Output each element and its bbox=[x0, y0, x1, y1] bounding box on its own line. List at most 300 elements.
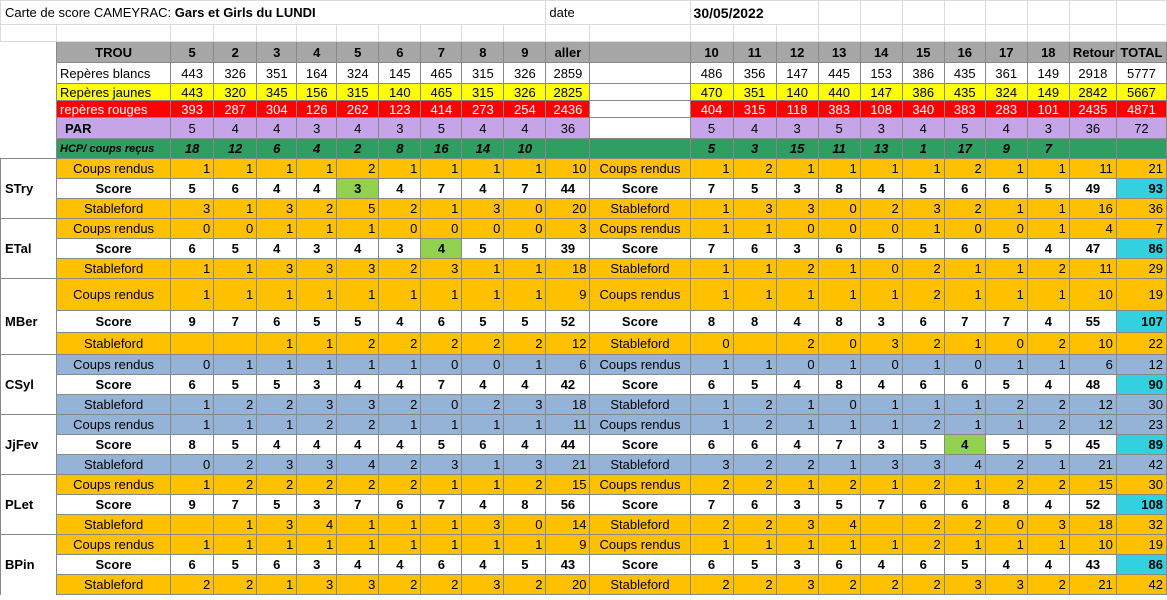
rendus-value: 0 bbox=[985, 219, 1027, 239]
tee-distance: 315 bbox=[337, 84, 379, 101]
score-in-total: 45 bbox=[1069, 435, 1116, 455]
score-value: 3 bbox=[297, 239, 337, 259]
rendus-value: 1 bbox=[462, 535, 504, 555]
par-out-total: 36 bbox=[546, 118, 590, 139]
player-name-blank bbox=[1, 395, 57, 415]
tee-distance: 287 bbox=[214, 101, 257, 118]
tee-distance: 445 bbox=[818, 63, 860, 84]
score-value: 7 bbox=[690, 239, 733, 259]
stableford-value: 3 bbox=[902, 199, 944, 219]
score-value: 8 bbox=[818, 311, 860, 333]
hcp-spacer bbox=[590, 139, 690, 159]
stableford-value: 1 bbox=[944, 333, 985, 355]
hole-number: 18 bbox=[1027, 42, 1069, 63]
score-value: 7 bbox=[690, 179, 733, 199]
stableford-value: 1 bbox=[462, 259, 504, 279]
stableford-out-total: 12 bbox=[546, 333, 590, 355]
row-label-score: Score bbox=[57, 435, 171, 455]
score-value: 6 bbox=[379, 495, 421, 515]
tee-distance: 254 bbox=[504, 101, 546, 118]
hole-number: 4 bbox=[297, 42, 337, 63]
score-value: 7 bbox=[421, 375, 462, 395]
stableford-value: 2 bbox=[690, 515, 733, 535]
stableford-value: 0 bbox=[818, 395, 860, 415]
stableford-value: 1 bbox=[690, 395, 733, 415]
stableford-value: 2 bbox=[379, 575, 421, 595]
stableford-value: 1 bbox=[257, 333, 297, 355]
player-score-row bbox=[1, 495, 1167, 515]
stableford-value: 4 bbox=[297, 515, 337, 535]
score-value: 4 bbox=[776, 435, 818, 455]
rendus-value: 1 bbox=[860, 415, 902, 435]
rendus-value: 1 bbox=[504, 159, 546, 179]
rendus-value: 2 bbox=[337, 475, 379, 495]
tee-distance: 101 bbox=[1027, 101, 1069, 118]
stableford-value: 2 bbox=[462, 333, 504, 355]
rendus-value: 1 bbox=[1027, 355, 1069, 375]
stableford-value: 1 bbox=[214, 515, 257, 535]
row-label-back-stableford: Stableford bbox=[590, 199, 690, 219]
hole-number: 2 bbox=[214, 42, 257, 63]
rendus-total: 21 bbox=[1116, 159, 1166, 179]
score-value: 5 bbox=[257, 495, 297, 515]
rendus-value: 2 bbox=[944, 159, 985, 179]
stableford-value: 5 bbox=[337, 199, 379, 219]
player-name-blank bbox=[1, 415, 57, 435]
player-name-blank bbox=[1, 475, 57, 495]
stableford-value: 2 bbox=[818, 575, 860, 595]
score-value: 6 bbox=[944, 239, 985, 259]
score-value: 5 bbox=[214, 375, 257, 395]
score-value: 5 bbox=[337, 311, 379, 333]
row-label-back-score: Score bbox=[590, 311, 690, 333]
rendus-value: 1 bbox=[504, 279, 546, 311]
rendus-value: 1 bbox=[421, 475, 462, 495]
player-name: PLet bbox=[1, 495, 57, 515]
row-label-rendus: Coups rendus bbox=[57, 415, 171, 435]
score-value: 8 bbox=[733, 311, 776, 333]
player-score-row bbox=[1, 239, 1167, 259]
rendus-out-total: 6 bbox=[546, 355, 590, 375]
tee-distance: 440 bbox=[818, 84, 860, 101]
hcp-value: 11 bbox=[818, 139, 860, 159]
rendus-value: 1 bbox=[297, 159, 337, 179]
stableford-value: 3 bbox=[421, 455, 462, 475]
rendus-in-total: 6 bbox=[1069, 355, 1116, 375]
player-score-row bbox=[1, 555, 1167, 575]
stableford-value: 3 bbox=[944, 575, 985, 595]
rendus-value: 0 bbox=[504, 219, 546, 239]
score-in-total: 55 bbox=[1069, 311, 1116, 333]
score-value: 6 bbox=[421, 555, 462, 575]
row-label-back-stableford: Stableford bbox=[590, 395, 690, 415]
row-label-back-rendus: Coups rendus bbox=[590, 355, 690, 375]
stableford-value: 1 bbox=[690, 199, 733, 219]
stableford-value bbox=[733, 333, 776, 355]
scorecard-title bbox=[1, 1, 546, 25]
stableford-value: 1 bbox=[733, 259, 776, 279]
tee-red-row bbox=[1, 101, 1167, 118]
tee-total: 4871 bbox=[1116, 101, 1166, 118]
score-out-total: 39 bbox=[546, 239, 590, 259]
rendus-value: 1 bbox=[462, 159, 504, 179]
rendus-value: 1 bbox=[776, 535, 818, 555]
score-value: 6 bbox=[171, 555, 214, 575]
tee-distance: 304 bbox=[257, 101, 297, 118]
stableford-out-total: 18 bbox=[546, 395, 590, 415]
score-value: 4 bbox=[337, 435, 379, 455]
score-value: 6 bbox=[902, 495, 944, 515]
row-label-rendus: Coups rendus bbox=[57, 475, 171, 495]
score-value: 4 bbox=[379, 375, 421, 395]
stableford-in-total: 12 bbox=[1069, 395, 1116, 415]
score-value: 5 bbox=[504, 239, 546, 259]
stableford-total: 32 bbox=[1116, 515, 1166, 535]
tee-distance: 356 bbox=[733, 63, 776, 84]
hole-number: 11 bbox=[733, 42, 776, 63]
player-score-row bbox=[1, 435, 1167, 455]
stableford-value: 1 bbox=[985, 199, 1027, 219]
stableford-value: 3 bbox=[337, 259, 379, 279]
row-label-stableford: Stableford bbox=[57, 333, 171, 355]
score-value: 4 bbox=[1027, 555, 1069, 575]
row-label-back-rendus: Coups rendus bbox=[590, 279, 690, 311]
rendus-value: 1 bbox=[297, 355, 337, 375]
tee-distance: 153 bbox=[860, 63, 902, 84]
stableford-value: 2 bbox=[1027, 259, 1069, 279]
stableford-value: 3 bbox=[337, 395, 379, 415]
score-value: 9 bbox=[171, 495, 214, 515]
score-value: 5 bbox=[733, 555, 776, 575]
rendus-value: 1 bbox=[462, 475, 504, 495]
stableford-value: 1 bbox=[421, 199, 462, 219]
score-value: 8 bbox=[818, 375, 860, 395]
hcp-value: 18 bbox=[171, 139, 214, 159]
score-value: 4 bbox=[257, 239, 297, 259]
stableford-value: 2 bbox=[902, 259, 944, 279]
rendus-value: 2 bbox=[504, 475, 546, 495]
par-value: 3 bbox=[379, 118, 421, 139]
stableford-value: 2 bbox=[379, 395, 421, 415]
score-value: 6 bbox=[421, 311, 462, 333]
rendus-value: 1 bbox=[818, 535, 860, 555]
tee-distance: 443 bbox=[171, 63, 214, 84]
rendus-value: 1 bbox=[860, 279, 902, 311]
stableford-value: 3 bbox=[860, 455, 902, 475]
rendus-value: 2 bbox=[902, 535, 944, 555]
score-value: 6 bbox=[902, 555, 944, 575]
player-stableford-row bbox=[1, 395, 1167, 415]
score-value: 3 bbox=[297, 555, 337, 575]
stableford-value: 0 bbox=[985, 333, 1027, 355]
tee-distance: 404 bbox=[690, 101, 733, 118]
stableford-value: 2 bbox=[337, 333, 379, 355]
stableford-value: 2 bbox=[902, 575, 944, 595]
stableford-value: 2 bbox=[421, 333, 462, 355]
rendus-value: 2 bbox=[733, 159, 776, 179]
player-score-row bbox=[1, 311, 1167, 333]
stableford-value: 0 bbox=[421, 395, 462, 415]
row-label-back-rendus: Coups rendus bbox=[590, 475, 690, 495]
stableford-value: 1 bbox=[504, 259, 546, 279]
stableford-value: 1 bbox=[902, 395, 944, 415]
player-name-blank bbox=[1, 279, 57, 311]
row-label-back-stableford: Stableford bbox=[590, 455, 690, 475]
rendus-value: 1 bbox=[860, 159, 902, 179]
stableford-value: 4 bbox=[337, 455, 379, 475]
stableford-value: 1 bbox=[297, 333, 337, 355]
score-value: 6 bbox=[733, 239, 776, 259]
tee-distance: 393 bbox=[171, 101, 214, 118]
tee-total: 5777 bbox=[1116, 63, 1166, 84]
row-label-stableford: Stableford bbox=[57, 199, 171, 219]
score-value: 7 bbox=[944, 311, 985, 333]
stableford-value: 3 bbox=[421, 259, 462, 279]
stableford-value: 2 bbox=[944, 515, 985, 535]
rendus-value: 1 bbox=[421, 535, 462, 555]
par-value: 4 bbox=[504, 118, 546, 139]
rendus-value: 1 bbox=[421, 159, 462, 179]
rendus-value: 0 bbox=[462, 219, 504, 239]
score-value: 5 bbox=[733, 375, 776, 395]
hole-number: 6 bbox=[379, 42, 421, 63]
rendus-value: 1 bbox=[421, 279, 462, 311]
score-value: 4 bbox=[860, 179, 902, 199]
stableford-in-total: 21 bbox=[1069, 455, 1116, 475]
row-label-stableford: Stableford bbox=[57, 259, 171, 279]
stableford-value: 2 bbox=[504, 333, 546, 355]
stableford-total: 30 bbox=[1116, 395, 1166, 415]
rendus-value: 1 bbox=[337, 355, 379, 375]
rendus-value: 2 bbox=[214, 475, 257, 495]
tee-distance: 315 bbox=[462, 63, 504, 84]
score-value: 8 bbox=[818, 179, 860, 199]
score-total: 90 bbox=[1116, 375, 1166, 395]
stableford-out-total: 18 bbox=[546, 259, 590, 279]
hcp-value: 10 bbox=[504, 139, 546, 159]
stableford-value: 3 bbox=[297, 575, 337, 595]
blank-cell bbox=[1, 101, 57, 118]
score-value: 3 bbox=[776, 239, 818, 259]
score-value: 5 bbox=[462, 239, 504, 259]
stableford-value: 2 bbox=[944, 199, 985, 219]
tee-distance: 414 bbox=[421, 101, 462, 118]
rendus-value: 1 bbox=[214, 535, 257, 555]
stableford-value: 2 bbox=[504, 575, 546, 595]
stableford-out-total: 14 bbox=[546, 515, 590, 535]
par-value: 5 bbox=[171, 118, 214, 139]
score-value: 5 bbox=[214, 239, 257, 259]
row-label-rendus: Coups rendus bbox=[57, 159, 171, 179]
rendus-value: 2 bbox=[902, 415, 944, 435]
rendus-value: 1 bbox=[337, 219, 379, 239]
stableford-in-total: 11 bbox=[1069, 259, 1116, 279]
score-value: 6 bbox=[733, 435, 776, 455]
stableford-value: 2 bbox=[1027, 333, 1069, 355]
hcp-value: 2 bbox=[337, 139, 379, 159]
row-label-stableford: Stableford bbox=[57, 395, 171, 415]
score-value: 5 bbox=[985, 435, 1027, 455]
blank-cell bbox=[1, 139, 57, 159]
stableford-out-total: 21 bbox=[546, 455, 590, 475]
tee-distance: 164 bbox=[297, 63, 337, 84]
tee-label-yellow: Repères jaunes bbox=[57, 84, 171, 101]
score-value: 8 bbox=[504, 495, 546, 515]
player-stableford-row bbox=[1, 575, 1167, 595]
player-name-blank bbox=[1, 535, 57, 555]
row-label-back-rendus: Coups rendus bbox=[590, 219, 690, 239]
rendus-value: 1 bbox=[421, 415, 462, 435]
hcp-value: 14 bbox=[462, 139, 504, 159]
tee-distance: 324 bbox=[985, 84, 1027, 101]
row-label-back-stableford: Stableford bbox=[590, 575, 690, 595]
stableford-value: 1 bbox=[818, 259, 860, 279]
score-value: 5 bbox=[902, 179, 944, 199]
row-label-score: Score bbox=[57, 311, 171, 333]
stableford-value: 1 bbox=[985, 259, 1027, 279]
stableford-value: 2 bbox=[776, 333, 818, 355]
rendus-out-total: 3 bbox=[546, 219, 590, 239]
row-label-score: Score bbox=[57, 239, 171, 259]
score-value: 6 bbox=[690, 435, 733, 455]
rendus-value: 1 bbox=[985, 415, 1027, 435]
player-name-blank bbox=[1, 575, 57, 595]
rendus-value: 0 bbox=[860, 355, 902, 375]
row-label-back-score: Score bbox=[590, 435, 690, 455]
score-value: 4 bbox=[860, 375, 902, 395]
player-name: MBer bbox=[1, 311, 57, 333]
trou-header: TROU bbox=[57, 42, 171, 63]
stableford-value: 3 bbox=[462, 575, 504, 595]
par-value: 3 bbox=[297, 118, 337, 139]
score-value: 4 bbox=[944, 435, 985, 455]
rendus-value: 1 bbox=[171, 159, 214, 179]
tee-distance: 361 bbox=[985, 63, 1027, 84]
score-out-total: 44 bbox=[546, 435, 590, 455]
player-score-row bbox=[1, 375, 1167, 395]
stableford-value: 1 bbox=[171, 395, 214, 415]
row-label-rendus: Coups rendus bbox=[57, 355, 171, 375]
rendus-value: 1 bbox=[985, 535, 1027, 555]
row-label-rendus: Coups rendus bbox=[57, 535, 171, 555]
par-total: 72 bbox=[1116, 118, 1166, 139]
stableford-value: 0 bbox=[171, 455, 214, 475]
rendus-value: 1 bbox=[690, 535, 733, 555]
row-label-stableford: Stableford bbox=[57, 515, 171, 535]
score-value: 3 bbox=[776, 495, 818, 515]
hole-number: 15 bbox=[902, 42, 944, 63]
stableford-value: 2 bbox=[860, 575, 902, 595]
rendus-value: 1 bbox=[257, 355, 297, 375]
par-value: 3 bbox=[860, 118, 902, 139]
score-value: 7 bbox=[860, 495, 902, 515]
score-out-total: 44 bbox=[546, 179, 590, 199]
rendus-total: 19 bbox=[1116, 535, 1166, 555]
score-value: 6 bbox=[214, 179, 257, 199]
score-value: 9 bbox=[171, 311, 214, 333]
score-value: 7 bbox=[421, 495, 462, 515]
score-value: 5 bbox=[214, 435, 257, 455]
rendus-out-total: 15 bbox=[546, 475, 590, 495]
row-label-score: Score bbox=[57, 555, 171, 575]
tee-distance: 465 bbox=[421, 63, 462, 84]
tee-distance: 486 bbox=[690, 63, 733, 84]
score-value: 4 bbox=[1027, 375, 1069, 395]
par-value: 5 bbox=[690, 118, 733, 139]
stableford-value: 1 bbox=[1027, 199, 1069, 219]
score-value: 6 bbox=[902, 375, 944, 395]
stableford-value: 2 bbox=[257, 395, 297, 415]
rendus-in-total: 11 bbox=[1069, 159, 1116, 179]
par-value: 5 bbox=[944, 118, 985, 139]
row-label-back-score: Score bbox=[590, 239, 690, 259]
row-label-score: Score bbox=[57, 375, 171, 395]
rendus-value: 1 bbox=[1027, 535, 1069, 555]
stableford-value: 1 bbox=[944, 395, 985, 415]
score-value: 4 bbox=[462, 179, 504, 199]
total-header: TOTAL bbox=[1116, 42, 1166, 63]
score-value: 4 bbox=[379, 311, 421, 333]
rendus-value: 1 bbox=[733, 535, 776, 555]
stableford-value: 2 bbox=[690, 575, 733, 595]
hcp-label: HCP/ coups reçus bbox=[57, 139, 171, 159]
row-label-stableford: Stableford bbox=[57, 455, 171, 475]
score-value: 5 bbox=[944, 555, 985, 575]
rendus-value: 2 bbox=[902, 279, 944, 311]
score-value: 5 bbox=[504, 311, 546, 333]
stableford-value: 1 bbox=[860, 395, 902, 415]
player-name-blank bbox=[1, 259, 57, 279]
score-value: 5 bbox=[818, 495, 860, 515]
hcp-value: 3 bbox=[733, 139, 776, 159]
hole-number: 5 bbox=[337, 42, 379, 63]
tee-distance: 123 bbox=[379, 101, 421, 118]
stableford-value: 3 bbox=[337, 575, 379, 595]
row-label-back-rendus: Coups rendus bbox=[590, 415, 690, 435]
score-value: 5 bbox=[733, 179, 776, 199]
stableford-value: 2 bbox=[733, 515, 776, 535]
stableford-value: 1 bbox=[690, 259, 733, 279]
rendus-value: 1 bbox=[214, 415, 257, 435]
row-label-back-stableford: Stableford bbox=[590, 515, 690, 535]
rendus-value: 1 bbox=[379, 159, 421, 179]
hcp-value: 5 bbox=[690, 139, 733, 159]
stableford-value: 1 bbox=[944, 259, 985, 279]
player-stableford-row bbox=[1, 199, 1167, 219]
date-label: date bbox=[546, 1, 690, 25]
rendus-value: 0 bbox=[944, 355, 985, 375]
rendus-value: 1 bbox=[257, 415, 297, 435]
score-total: 86 bbox=[1116, 239, 1166, 259]
rendus-value: 2 bbox=[818, 475, 860, 495]
par-value: 3 bbox=[776, 118, 818, 139]
rendus-value: 1 bbox=[690, 415, 733, 435]
score-value: 5 bbox=[504, 555, 546, 575]
score-value: 4 bbox=[297, 179, 337, 199]
score-value: 8 bbox=[690, 311, 733, 333]
row-label-back-score: Score bbox=[590, 179, 690, 199]
stableford-total: 42 bbox=[1116, 575, 1166, 595]
rendus-value: 1 bbox=[214, 159, 257, 179]
rendus-value: 1 bbox=[379, 415, 421, 435]
score-in-total: 52 bbox=[1069, 495, 1116, 515]
stableford-value: 3 bbox=[462, 199, 504, 219]
stableford-value: 2 bbox=[985, 455, 1027, 475]
tee-spacer bbox=[590, 84, 690, 101]
rendus-in-total: 10 bbox=[1069, 279, 1116, 311]
score-value: 7 bbox=[504, 179, 546, 199]
blank-cell bbox=[1, 84, 57, 101]
